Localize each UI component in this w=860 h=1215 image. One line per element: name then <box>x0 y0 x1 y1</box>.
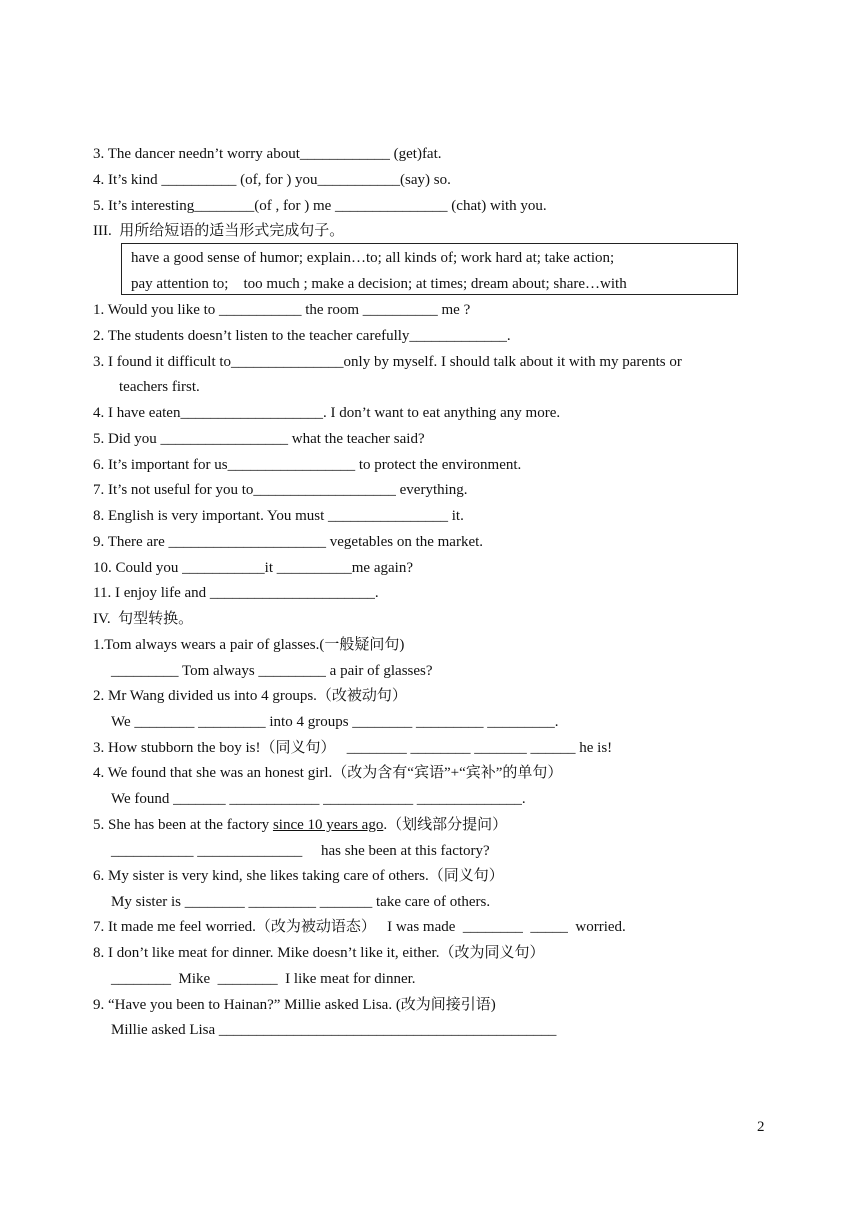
exercise-line: 8. English is very important. You must ________________ it. <box>93 508 464 524</box>
answer-line: My sister is ________ _________ _______ take care of others. <box>111 894 491 910</box>
answer-line: We found _______ ____________ ____________ ______________. <box>111 791 526 807</box>
exercise-line: 2. The students doesn’t listen to the teacher carefully_____________. <box>93 328 511 344</box>
exercise-line: 3. The dancer needn’t worry about____________ (get)fat. <box>93 146 442 162</box>
exercise-line: 11. I enjoy life and ______________________. <box>93 585 379 601</box>
question-text: 5. She has been at the factory <box>93 817 273 833</box>
question-line: 7. It made me feel worried.（改为被动语态） I was made ________ _____ worried. <box>93 919 626 935</box>
exercise-line: 5. Did you _________________ what the teacher said? <box>93 431 425 447</box>
answer-line: _________ Tom always _________ a pair of glasses? <box>111 663 433 679</box>
answer-line: ________ Mike ________ I like meat for dinner. <box>111 971 416 987</box>
exercise-line: 1. Would you like to ___________ the room __________ me ? <box>93 302 471 318</box>
answer-line: Millie asked Lisa _____________________________________________ <box>111 1022 557 1038</box>
question-line: 2. Mr Wang divided us into 4 groups.（改被动句） <box>93 688 407 704</box>
question-line <box>93 815 507 835</box>
phrase-box-line: have a good sense of humor; explain…to; all kinds of; work hard at; take action; <box>131 250 615 266</box>
exercise-line: 9. There are _____________________ vegetables on the market. <box>93 534 484 550</box>
exercise-line: 5. It’s interesting________(of , for ) me _______________ (chat) with you. <box>93 198 547 214</box>
question-text: .（划线部分提问） <box>383 817 508 833</box>
phrase-box-line: pay attention to; too much ; make a decision; at times; dream about; share…with <box>131 276 627 292</box>
underlined-phrase: since 10 years ago <box>272 817 384 833</box>
exercise-line: teachers first. <box>119 379 200 395</box>
answer-line: ___________ ______________ has she been at this factory? <box>111 843 490 859</box>
question-line: 4. We found that she was an honest girl.（改为含有“宾语”+“宾补”的单句） <box>93 765 563 781</box>
question-line: 3. How stubborn the boy is!（同义句） ________ ________ _______ ______ he is! <box>93 740 613 756</box>
exercise-line: 4. It’s kind __________ (of, for ) you___________(say) so. <box>93 172 451 188</box>
exercise-line: 7. It’s not useful for you to___________________ everything. <box>93 482 468 498</box>
question-line: 9. “Have you been to Hainan?” Millie asked Lisa. (改为间接引语) <box>93 997 496 1013</box>
section-heading: IV. 句型转换。 <box>93 611 194 627</box>
exercise-line: 6. It’s important for us_________________ to protect the environment. <box>93 457 522 473</box>
page-number: 2 <box>757 1119 765 1135</box>
exercise-line: 10. Could you ___________it __________me again? <box>93 560 413 576</box>
section-heading: III. 用所给短语的适当形式完成句子。 <box>93 223 345 239</box>
answer-line: We ________ _________ into 4 groups ________ _________ _________. <box>111 714 559 730</box>
question-line: 1.Tom always wears a pair of glasses.(一般疑问句) <box>93 637 405 653</box>
exercise-line: 3. I found it difficult to_______________only by myself. I should talk about it with my parents or <box>93 354 682 370</box>
question-line: 6. My sister is very kind, she likes taking care of others.（同义句） <box>93 868 504 884</box>
exercise-line: 4. I have eaten___________________. I don’t want to eat anything any more. <box>93 405 561 421</box>
phrase-box <box>121 243 738 295</box>
question-line: 8. I don’t like meat for dinner. Mike doesn’t like it, either.（改为同义句） <box>93 945 545 961</box>
